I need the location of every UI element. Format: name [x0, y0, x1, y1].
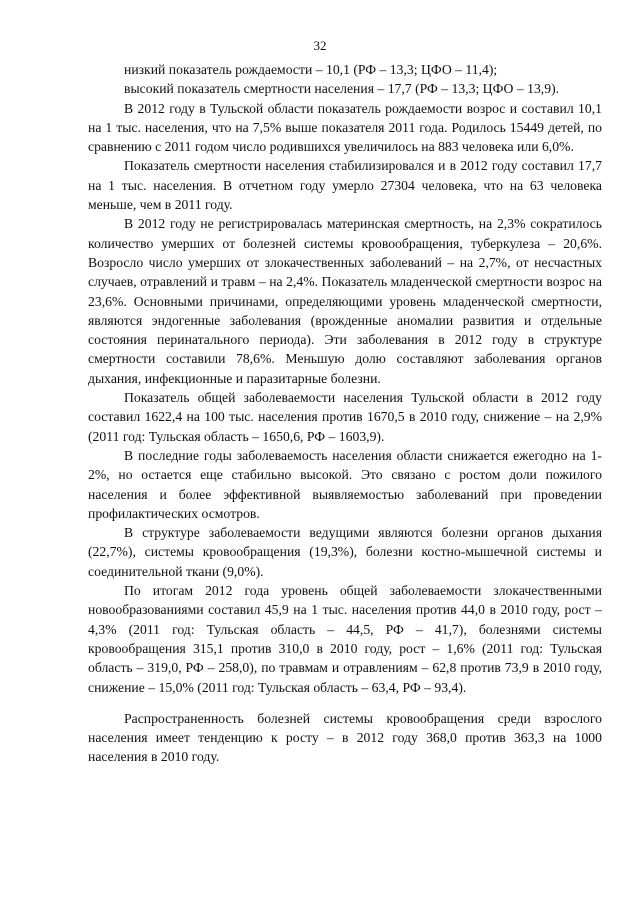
paragraph-general-morbidity: Показатель общей заболеваемости населения Тульской области в 2012 году составил 1622,4 на 100 тыс. населения против 1670,5 в 2010 году, снижение – на 2,9% (2011 год: Тульская область – 1650,6, РФ – 1603,9).: [88, 390, 602, 444]
page-number: 32: [313, 38, 327, 53]
paragraph-morbidity-results: По итогам 2012 года уровень общей заболеваемости злокачественными новообразованиями составил 45,9 на 1 тыс. населения против 44,0 в 2010 году, рост – 4,3% (2011 год: Тульская область – 44,5, РФ – 41,7), болезнями системы кровообращения 315,1 против 310,0 в 2010 году, рост – 1,6% (2011 год: Тульская область – 319,0, РФ – 258,0), по травмам и отравлениям – 62,8 против 73,9 в 2010 году, снижение – 15,0% (2011 год: Тульская область – 63,4, РФ – 93,4).: [88, 583, 602, 695]
body-text: [88, 60, 602, 767]
paragraph-birth-rate-low: низкий показатель рождаемости – 10,1 (РФ – 13,3; ЦФО – 11,4);: [124, 62, 498, 77]
paragraph-morbidity-structure: В структуре заболеваемости ведущими являются болезни органов дыхания (22,7%), системы кровообращения (19,3%), болезни костно-мышечной системы и соединительной ткани (9,0%).: [88, 525, 602, 579]
paragraph-mortality-high: высокий показатель смертности населения – 17,7 (РФ – 13,3; ЦФО – 13,9).: [124, 81, 560, 97]
paragraph-causes-of-death: В 2012 году не регистрировалась материнская смертность, на 2,3% сократилось количество умерших от болезней системы кровообращения, туберкулеза – 20,6%. Возросло число умерших от злокачественных заболеваний – на 2,7%, от несчастных случаев, отравлений и травм – на 2,4%. Показатель младенческой смертности возрос на 23,6%. Основными причинами, определяющими уровень младенческой смертности, являются эндогенные заболевания (врожденные аномалии развития и отдельные состояния перинатального периода). Эти заболевания в 2012 году в структуре смертности составили 78,6%. Меньшую долю составляют заболевания органов дыхания, инфекционные и паразитарные болезни.: [88, 216, 602, 386]
paragraph-birth-rate-2012: В 2012 году в Тульской области показатель рождаемости возрос и составил 10,1 на 1 тыс. населения, что на 7,5% выше показателя 2011 года. Родилось 15449 детей, по сравнению с 2011 годом число родившихся увеличилось на 883 человека или 6,0%.: [88, 100, 602, 155]
paragraph-circulatory-prevalence: Распространенность болезней системы кровообращения среди взрослого населения имеет тенденцию к росту – в 2012 году 368,0 против 363,3 на 1000 населения в 2010 году.: [88, 710, 602, 765]
paragraph-mortality-2012: Показатель смертности населения стабилизировался и в 2012 году составил 17,7 на 1 тыс. населения. В отчетном году умерло 27304 человека, что на 63 человека меньше, чем в 2011 году.: [88, 158, 602, 213]
paragraph-morbidity-trend: В последние годы заболеваемость населения области снижается ежегодно на 1-2%, но остается еще стабильно высокой. Это связано с ростом доли пожилого населения и более эффективной выявляемостью заболеваний при проведении профилактических осмотров.: [88, 447, 602, 521]
